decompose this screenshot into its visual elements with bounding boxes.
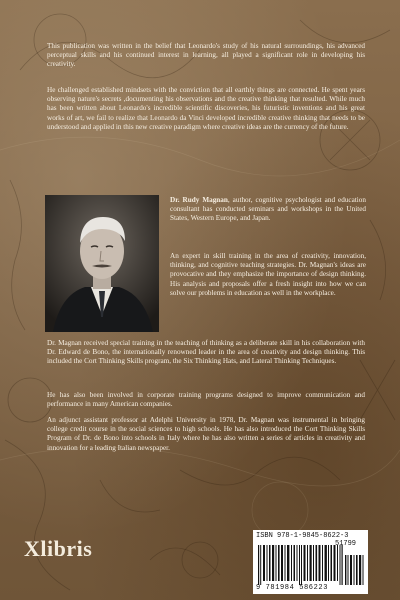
- isbn-number: ISBN 978-1-9845-8622-3: [256, 532, 349, 540]
- training-paragraph: Dr. Magnan received special training in the teaching of thinking as a deliberate skill in his collaboration with Dr. Edward de Bono, the internationally renowned leader in the area of creativity and design thinking. This included the Cort Thinking Skills program, the Six Thinking Hats, and Lateral Thinking Techniques.: [47, 339, 365, 366]
- price-code: 51799: [335, 540, 357, 548]
- author-photo: [45, 195, 159, 332]
- ean-number: 9 781984 586223: [256, 584, 329, 592]
- intro-paragraph: This publication was written in the belief that Leonardo's study of his natural surroundings, his advanced perceptual skills and his continued interest in learning, all played a significant role in developing his creativity.: [47, 42, 365, 69]
- mindset-paragraph: He challenged established mindsets with the conviction that all earthly things are connected. He spent years observing nature's secrets ,documenting his observations and the creative thinking that resulted. While much has been written about Leonardo's incredible scientific discoveries, his futuristic inventions and his great works of art, we fail to realize that Leonardo da Vinci developed incredible creative thinking that needs to be understood and applied in this new creative paradigm where creative ideas are the currency of the future.: [47, 86, 365, 131]
- author-bio-paragraph: [170, 196, 366, 224]
- isbn-barcode: [253, 530, 368, 594]
- author-name: Dr. Rudy Magnan: [170, 196, 228, 204]
- corporate-paragraph: He has also been involved in corporate training programs designed to improve communication and performance in many American companies.: [47, 391, 365, 409]
- author-bio-text: , author, cognitive psychologist and education consultant has conducted seminars and workshops in the United States, Western Europe, and Japan.: [170, 196, 366, 223]
- professor-paragraph: An adjunct assistant professor at Adelphi University in 1978, Dr. Magnan was instrumental in bringing college credit course in the social sciences to high schools. He has also introduced the Cort Thinking Skills Program of Dr. de Bono into schools in Italy where he has also written a series of articles in creativity and innovation for a leading Italian newspaper.: [47, 416, 365, 452]
- expertise-paragraph: An expert in skill training in the area of creativity, innovation, thinking, and cognitive teaching strategies. Dr. Magnan's ideas are provocative and they emphasize the importance of design thinking. His analysis and proposals offer a fresh insight into how we can solve our problems in education as well in the workplace.: [170, 252, 366, 297]
- publisher-logo: Xlibris: [24, 536, 93, 561]
